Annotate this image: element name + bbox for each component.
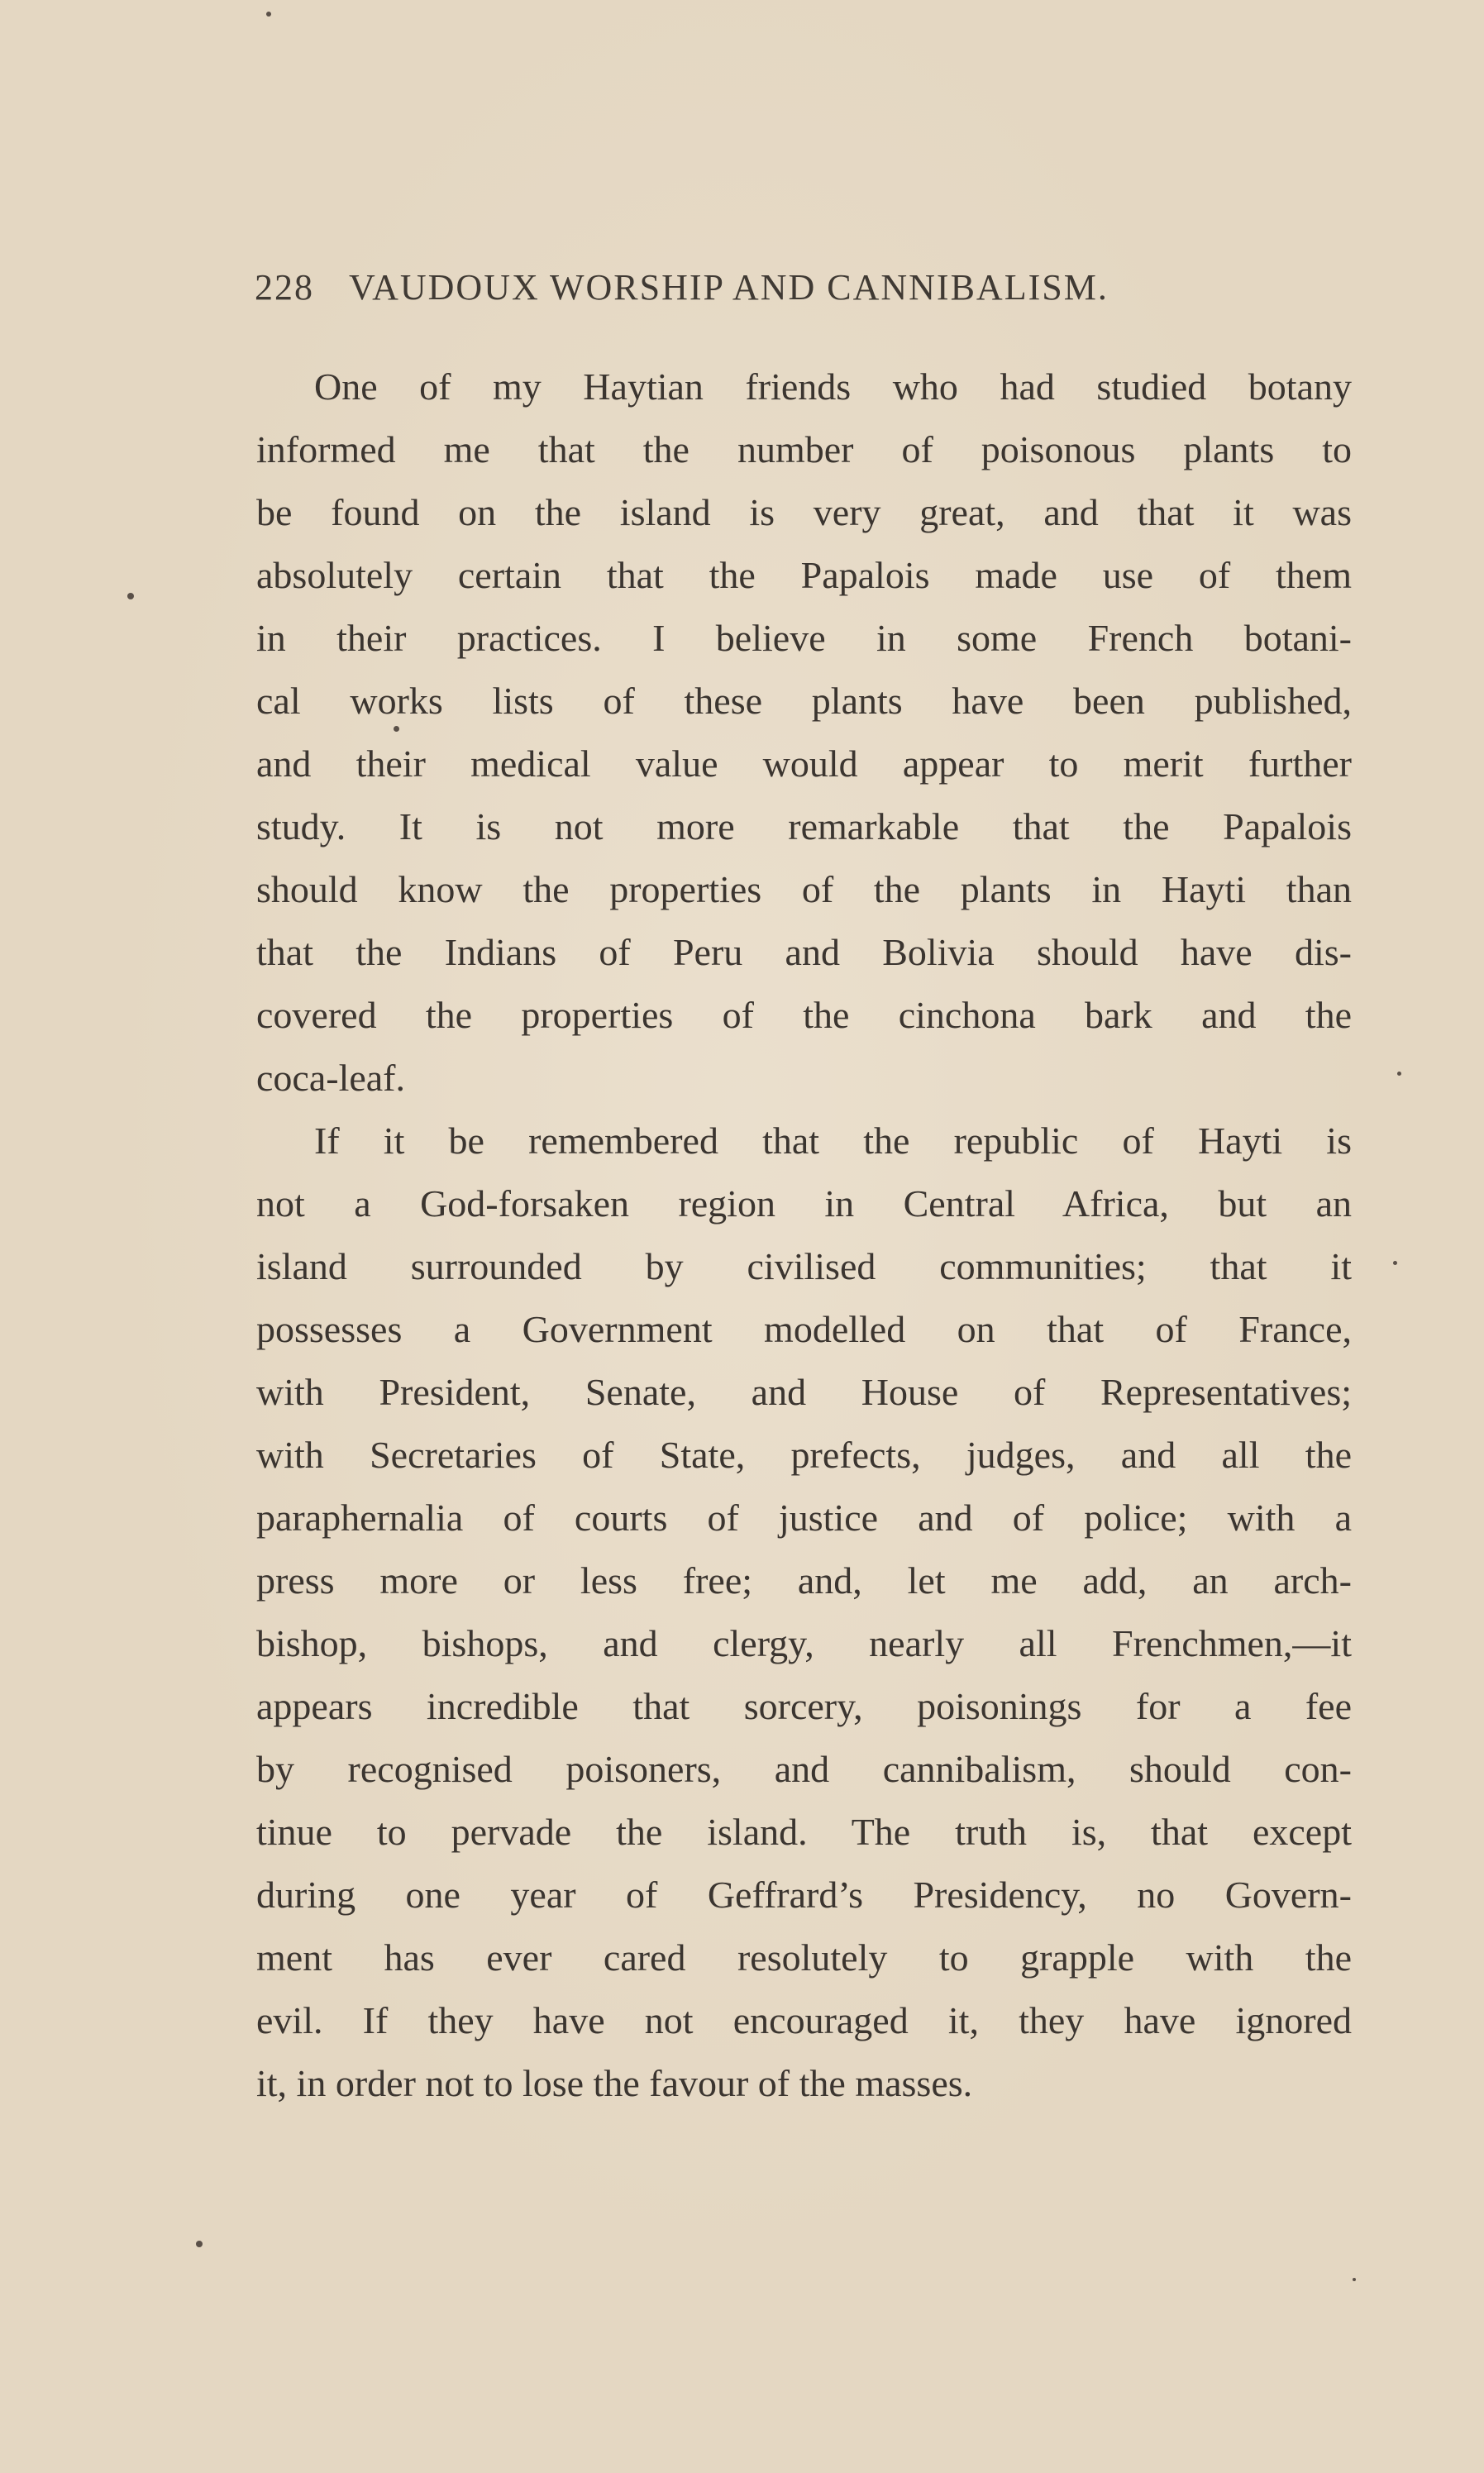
paper-speck bbox=[127, 593, 134, 599]
paragraph-1 bbox=[256, 356, 1352, 1110]
text-line: by recognised poisoners, and cannibalism, should con- bbox=[256, 1748, 1352, 1790]
text-line: One of my Haytian friends who had studied botany bbox=[314, 365, 1352, 408]
text-line: bishop, bishops, and clergy, nearly all Frenchmen,—it bbox=[256, 1622, 1352, 1664]
text-line: it, in order not to lose the favour of the masses. bbox=[256, 2062, 973, 2104]
text-line: If it be remembered that the republic of Hayti is bbox=[314, 1120, 1352, 1162]
text-line: should know the properties of the plants in Hayti than bbox=[256, 868, 1352, 910]
text-line: and their medical value would appear to merit further bbox=[256, 742, 1352, 785]
text-line: in their practices. I believe in some French botani- bbox=[256, 617, 1352, 659]
text-line: possesses a Government modelled on that of France, bbox=[256, 1308, 1352, 1350]
text-line: covered the properties of the cinchona bark and the bbox=[256, 994, 1352, 1036]
text-line: tinue to pervade the island. The truth is, that except bbox=[256, 1811, 1352, 1853]
text-line: ment has ever cared resolutely to grapple with the bbox=[256, 1936, 1352, 1979]
text-line: coca-leaf. bbox=[256, 1057, 406, 1099]
paper-speck bbox=[1353, 2278, 1356, 2281]
paper-speck bbox=[1393, 1261, 1397, 1265]
text-line: informed me that the number of poisonous plants to bbox=[256, 428, 1352, 470]
paper-speck bbox=[394, 726, 399, 732]
text-line: paraphernalia of courts of justice and of police; with a bbox=[256, 1497, 1352, 1539]
paper-speck bbox=[196, 2241, 203, 2247]
text-line: island surrounded by civilised communities; that it bbox=[256, 1245, 1352, 1287]
paper-speck bbox=[266, 12, 271, 17]
text-line: evil. If they have not encouraged it, they have ignored bbox=[256, 1999, 1352, 2041]
text-line: be found on the island is very great, and that it was bbox=[256, 491, 1352, 533]
running-title: VAUDOUX WORSHIP AND CANNIBALISM. bbox=[349, 267, 1109, 308]
body-text bbox=[256, 356, 1352, 2115]
text-line: study. It is not more remarkable that the Papalois bbox=[256, 805, 1352, 847]
page-number: 228 bbox=[255, 267, 314, 308]
text-line: appears incredible that sorcery, poisonings for a fee bbox=[256, 1685, 1352, 1727]
text-line: cal works lists of these plants have been published, bbox=[256, 680, 1352, 722]
text-line: not a God-forsaken region in Central Africa, but an bbox=[256, 1182, 1352, 1225]
paper-speck bbox=[1397, 1072, 1401, 1076]
text-line: that the Indians of Peru and Bolivia should have dis- bbox=[256, 931, 1352, 973]
paragraph-2 bbox=[256, 1110, 1352, 2115]
running-header bbox=[255, 266, 1247, 316]
text-line: absolutely certain that the Papalois made use of them bbox=[256, 554, 1352, 596]
text-line: press more or less free; and, let me add, an arch- bbox=[256, 1559, 1352, 1602]
text-line: with Secretaries of State, prefects, judges, and all the bbox=[256, 1434, 1352, 1476]
text-line: during one year of Geffrard’s Presidency, no Govern- bbox=[256, 1874, 1352, 1916]
text-line: with President, Senate, and House of Representatives; bbox=[256, 1371, 1352, 1413]
